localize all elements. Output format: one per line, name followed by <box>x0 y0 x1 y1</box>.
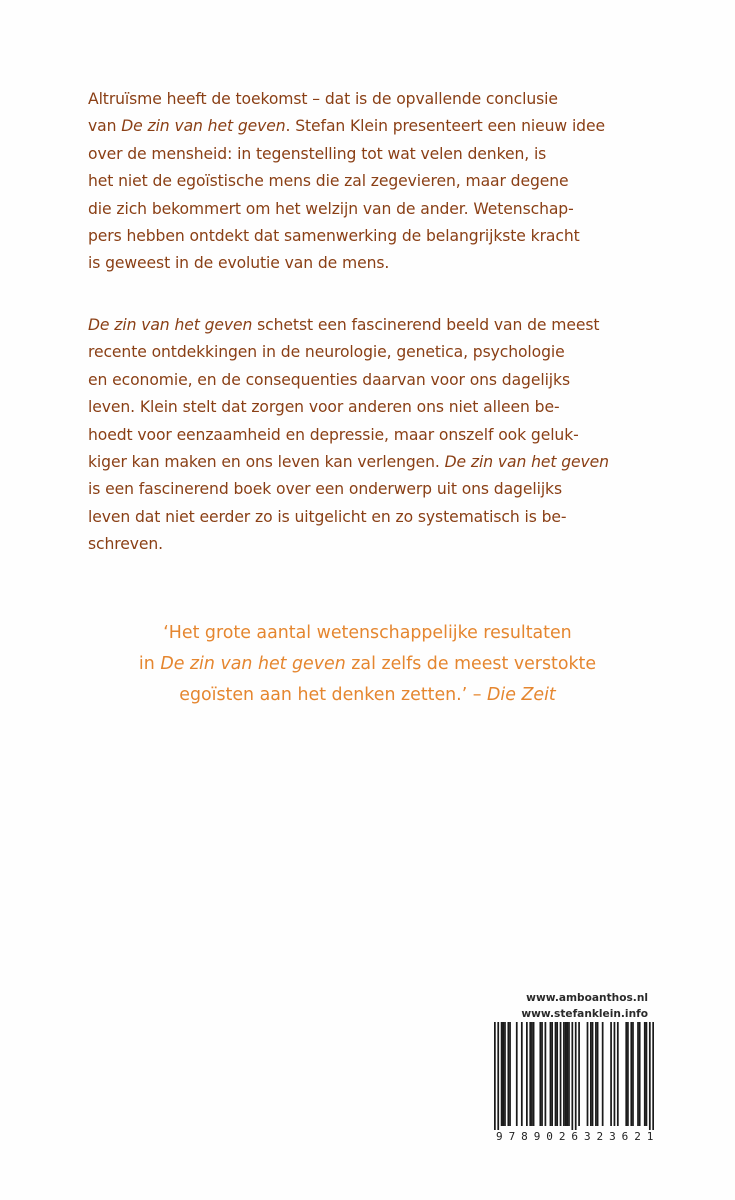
text-segment: van <box>88 117 122 136</box>
isbn-digit: 2 <box>596 1130 604 1143</box>
text-segment: schreven. <box>88 535 164 554</box>
text-segment: egoïsten aan het denken zetten.’ – <box>179 685 487 705</box>
text-segment: ‘Het grote aantal wetenschappelijke resultaten <box>163 623 572 643</box>
isbn-digit: 8 <box>521 1130 529 1143</box>
barcode-bar <box>551 1022 553 1126</box>
barcode-bar <box>571 1022 573 1130</box>
text-segment: in <box>138 654 161 674</box>
barcode-bar <box>617 1022 619 1126</box>
barcode-bar <box>556 1022 558 1126</box>
website-links <box>490 990 648 1022</box>
text-line <box>60 680 675 711</box>
text-segment: is geweest in de evolutie van de mens. <box>88 254 390 273</box>
barcode-bar <box>501 1022 503 1126</box>
barcode-bar <box>627 1022 629 1126</box>
barcode-bar <box>545 1022 547 1126</box>
barcode-bar <box>521 1022 523 1126</box>
barcode-bar <box>597 1022 599 1126</box>
italic-title-segment: De zin van het geven <box>88 316 253 334</box>
text-line <box>88 476 663 503</box>
text-line <box>88 449 663 476</box>
barcode-bar <box>602 1022 604 1126</box>
italic-title-segment: Die Zeit <box>487 685 556 705</box>
barcode-bar <box>533 1022 535 1126</box>
isbn-digit: 1 <box>646 1130 654 1143</box>
text-line <box>88 113 663 140</box>
barcode-bar <box>560 1022 562 1126</box>
isbn-digit: 6 <box>571 1130 579 1143</box>
isbn-digit: 3 <box>609 1130 617 1143</box>
barcode-bars <box>494 1022 654 1130</box>
text-line <box>88 504 663 531</box>
text-segment: het niet de egoïstische mens die zal zegevieren, maar degene <box>88 172 569 191</box>
text-line <box>88 531 663 558</box>
text-segment: hoedt voor eenzaamheid en depressie, maar onszelf ook geluk- <box>88 425 579 444</box>
text-line <box>88 250 663 277</box>
barcode-bar <box>590 1022 592 1126</box>
text-line <box>88 367 663 394</box>
text-line <box>60 649 675 680</box>
text-segment: . Stefan Klein presenteert een nieuw idee <box>285 117 605 136</box>
author-url[interactable]: www.stefanklein.info <box>521 1008 648 1020</box>
barcode-bar <box>555 1022 557 1126</box>
text-segment: over de mensheid: in tegenstelling tot wat velen denken, is <box>88 144 547 163</box>
italic-title-segment: De zin van het geven <box>160 654 346 674</box>
barcode-bar <box>529 1022 531 1126</box>
barcode-bar <box>497 1022 499 1130</box>
barcode-bar <box>575 1022 577 1130</box>
text-segment: pers hebben ontdekt dat samenwerking de belangrijkste kracht <box>88 227 580 246</box>
barcode-bar <box>550 1022 552 1126</box>
isbn-digit: 9 <box>496 1130 504 1143</box>
text-line <box>88 86 663 113</box>
text-line <box>60 618 675 649</box>
barcode-bar <box>595 1022 597 1126</box>
barcode-bar <box>578 1022 580 1126</box>
isbn-digit: 0 <box>546 1130 554 1143</box>
barcode-bar <box>502 1022 504 1126</box>
barcode-bar <box>568 1022 570 1126</box>
text-segment: Altruïsme heeft de toekomst – dat is de opvallende conclusie <box>88 90 558 108</box>
press-quote <box>60 618 675 711</box>
text-line <box>88 422 663 449</box>
isbn-digit: 7 <box>508 1130 516 1143</box>
text-segment: zal zelfs de meest verstokte <box>345 654 597 674</box>
barcode-bar <box>649 1022 651 1130</box>
barcode-bar <box>610 1022 612 1126</box>
barcode-bar <box>504 1022 506 1126</box>
text-segment: schetst een fascinerend beeld van de meest <box>252 316 600 334</box>
barcode-bar <box>646 1022 648 1126</box>
text-segment: is een fascinerend boek over een onderwerp uit ons dagelijks <box>88 480 563 499</box>
barcode-bar <box>541 1022 543 1126</box>
barcode-bar <box>625 1022 627 1126</box>
text-segment: recente ontdekkingen in de neurologie, genetica, psychologie <box>88 343 565 362</box>
text-line <box>88 223 663 250</box>
text-segment: leven. Klein stelt dat zorgen voor anderen ons niet alleen be- <box>88 398 560 417</box>
text-segment: die zich bekommert om het welzijn van de ander. Wetenschap- <box>88 199 574 218</box>
barcode-bar <box>507 1022 509 1126</box>
barcode-bar <box>614 1022 616 1126</box>
italic-title-segment: De zin van het geven <box>121 117 286 136</box>
text-line <box>88 312 663 339</box>
barcode-bar <box>592 1022 594 1126</box>
isbn-number <box>496 1130 654 1143</box>
italic-title-segment: De zin van het geven <box>444 453 609 472</box>
blurb-paragraph-1 <box>88 86 663 278</box>
text-line <box>88 168 663 195</box>
text-line <box>88 196 663 223</box>
text-line <box>88 339 663 366</box>
text-line <box>88 141 663 168</box>
barcode-bar <box>587 1022 589 1126</box>
barcode-bar <box>566 1022 568 1126</box>
text-segment: kiger kan maken en ons leven kan verlengen. <box>88 453 445 472</box>
barcode-bar <box>637 1022 639 1126</box>
text-segment: en economie, en de consequenties daarvan voor ons dagelijks <box>88 370 570 389</box>
barcode-bar <box>639 1022 641 1126</box>
publisher-url[interactable]: www.amboanthos.nl <box>526 992 648 1004</box>
isbn-digit: 9 <box>533 1130 541 1143</box>
barcode-bar <box>509 1022 511 1126</box>
isbn-digit: 2 <box>634 1130 642 1143</box>
text-line <box>88 394 663 421</box>
barcode-bar <box>565 1022 567 1126</box>
isbn-digit: 3 <box>583 1130 592 1143</box>
barcode-bar <box>630 1022 632 1126</box>
barcode-bar <box>632 1022 634 1126</box>
barcode-bar <box>539 1022 541 1126</box>
text-segment: leven dat niet eerder zo is uitgelicht en zo systematisch is be- <box>88 507 567 526</box>
barcode-bar <box>563 1022 565 1126</box>
isbn-digit: 6 <box>621 1130 629 1143</box>
barcode-bar <box>652 1022 654 1130</box>
blurb-paragraph-2 <box>88 312 663 559</box>
barcode-bar <box>516 1022 518 1126</box>
barcode-bar <box>644 1022 646 1126</box>
barcode-bar <box>526 1022 528 1126</box>
barcode-bar <box>494 1022 496 1130</box>
barcode-bar <box>531 1022 533 1126</box>
isbn-digit: 2 <box>558 1130 566 1143</box>
